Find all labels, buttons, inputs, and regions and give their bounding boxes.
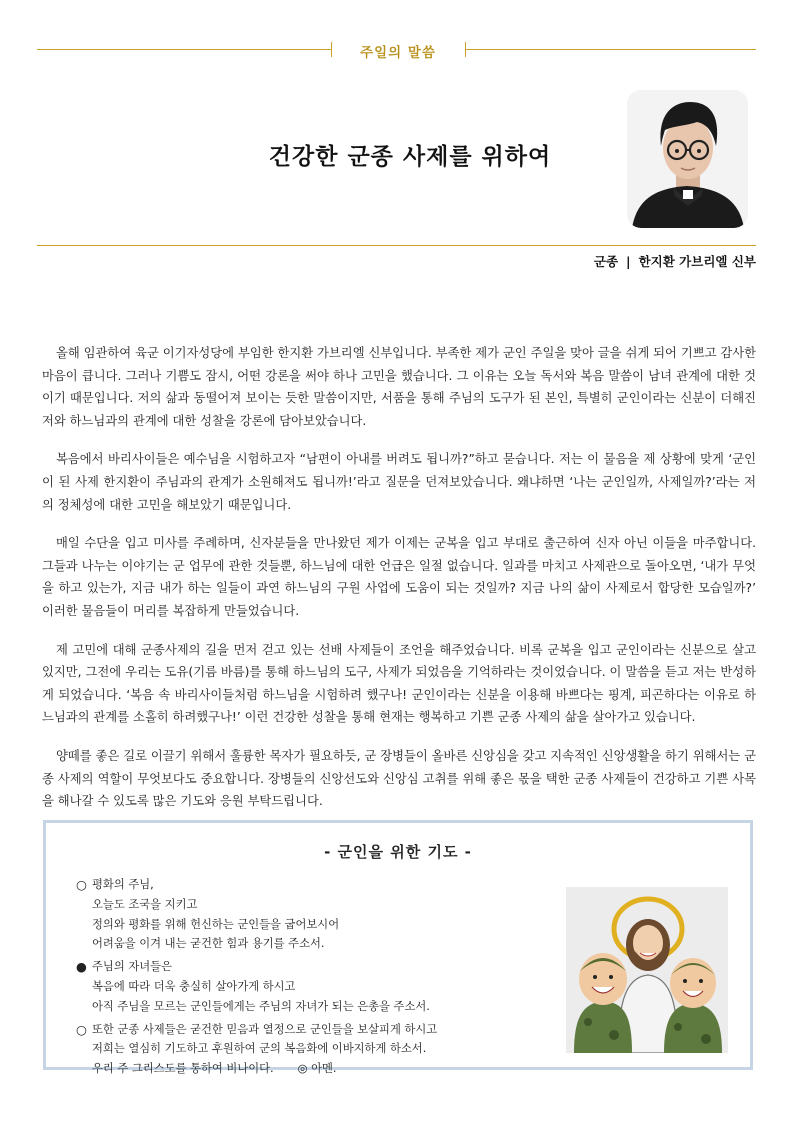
prayer-line-text: 우리 주 그리스도를 통하여 비나이다. [92,1062,274,1076]
section-label: 주일의 말씀 [360,45,436,61]
filled-circle-icon: ● [76,959,87,975]
prayer-line: 아직 주님을 모르는 군인들에게는 주님의 자녀가 되는 은총을 주소서. [92,999,430,1013]
prayer-item [76,957,546,1016]
article-paragraph: 매일 수단을 입고 미사를 주례하며, 신자분들을 만나왔던 제가 이제는 군복을 입고 부대로 출근하여 신자 아닌 이들을 마주합니다. 그들과 나누는 이야기는 군 업무에 관한 것들뿐, 하느님에 대한 언급은 일절 없습니다. 일과를 마치고 사제관으로 돌아오면, ‘내가 무엇을 하고 있는가, 지금 내가 하는 일들이 과연 하느님의 구원 사업에 도움이 되는 것일까? 지금 나의 삶이 사제로서 합당한 모습일까?’ 이러한 물음들이 머리를 복잡하게 만들었습니다. [42,536,756,618]
amen-text: ◎ 아멘. [297,1062,337,1076]
soldiers-illustration [566,887,728,1053]
article-body [42,342,756,829]
article-paragraph: 제 고민에 대해 군종사제의 길을 먼저 걷고 있는 선배 사제들이 조언을 해주었습니다. 비록 군복을 입고 군인이라는 신분으로 살고 있지만, 그전에 우리는 도유(기름 바름)를 통해 하느님의 도구, 사제가 되었음을 기억하라는 것이었습니다. 이 말씀을 듣고 저는 반성하게 되었습니다. ‘복음 속 바리사이들처럼 하느님을 시험하려 했구나! 군인이라는 신분을 이용해 바쁘다는 핑계, 피곤하다는 이유로 하느님과의 관계를 소홀히 하려했구나!’ 이런 건강한 성찰을 통해 현재는 행복하고 기쁜 군종 사제의 삶을 살아가고 있습니다. [42,642,756,725]
prayer-line: 저희는 열심히 기도하고 후원하여 군의 복음화에 이바지하게 하소서. [92,1042,427,1056]
byline [594,252,756,270]
prayer-line: 복음에 따라 더욱 충실히 살아가게 하시고 [92,979,296,993]
article-paragraph: 복음에서 바리사이들은 예수님을 시험하고자 “남편이 아내를 버려도 됩니까?”하고 묻습니다. 저는 이 물음을 제 상황에 맞게 ‘군인이 된 사제 한지환이 주님과의 관계가 소원해져도 됩니까!’라고 질문을 던져보았습니다. 왜냐하면 ‘나는 군인일까, 사제일까?’라는 저의 정체성에 대한 고민을 해보았기 때문입니다. [42,452,756,512]
open-circle-icon: ○ [76,877,87,892]
byline-author: 한지환 가브리엘 신부 [638,254,756,269]
header-rule-left [37,49,331,50]
prayer-box [43,820,753,1076]
prayer-line: 평화의 주님, [92,878,154,891]
prayer-line: 오늘도 조국을 지키고 [92,897,198,911]
header-rule-right [465,49,756,50]
prayer-item [76,875,546,954]
prayer-line [92,1059,546,1079]
prayer-line: 주님의 자녀들은 [92,960,172,974]
prayer-line: 또한 군종 사제들은 굳건한 믿음과 열정으로 군인들을 보살피게 하시고 [92,1022,438,1036]
article-paragraph: 양떼를 좋은 길로 이끌기 위해서 훌륭한 목자가 필요하듯, 군 장병들이 올바른 신앙심을 갖고 지속적인 신앙생활을 하기 위해서는 군종 사제의 역할이 무엇보다도 중요합니다. 장병들의 신앙선도와 신앙심 고취를 위해 좋은 몫을 택한 군종 사제들이 건강하고 기쁜 사목을 해나갈 수 있도록 많은 기도와 응원 부탁드립니다. [42,748,756,809]
author-portrait [627,90,748,228]
byline-category: 군종 [593,254,619,269]
header-divider [37,245,756,246]
byline-separator: | [626,254,631,269]
prayer-item [76,1020,546,1079]
prayer-line: 정의와 평화를 위해 헌신하는 군인들을 굽어보시어 [92,917,340,931]
open-circle-icon: ○ [76,1021,87,1037]
prayer-title: - 군인을 위한 기도 - [324,843,472,861]
prayer-line: 어려움을 이겨 내는 굳건한 힘과 용기를 주소서. [92,937,325,951]
page-title: 건강한 군종 사제를 위하여 [268,144,552,170]
prayer-list [76,875,546,1082]
article-paragraph: 올해 임관하여 육군 이기자성당에 부임한 한지환 가브리엘 신부입니다. 부족한 제가 군인 주일을 맞아 글을 쉬게 되어 기쁘고 감사한 마음이 큽니다. 그러나 기쁨도 잠시, 어떤 강론을 써야 하나 고민을 했습니다. 그 이유는 오늘 독서와 복음 말씀이 남녀 관계에 대한 것이기 때문입니다. 저의 삶과 동떨어져 보이는 듯한 말씀이지만, 서품을 통해 주님의 도구가 된 본인, 특별히 군인이라는 신분이 더해진 저와 하느님과의 관계에 대한 성찰을 강론에 담아보았습니다. [42,346,756,428]
